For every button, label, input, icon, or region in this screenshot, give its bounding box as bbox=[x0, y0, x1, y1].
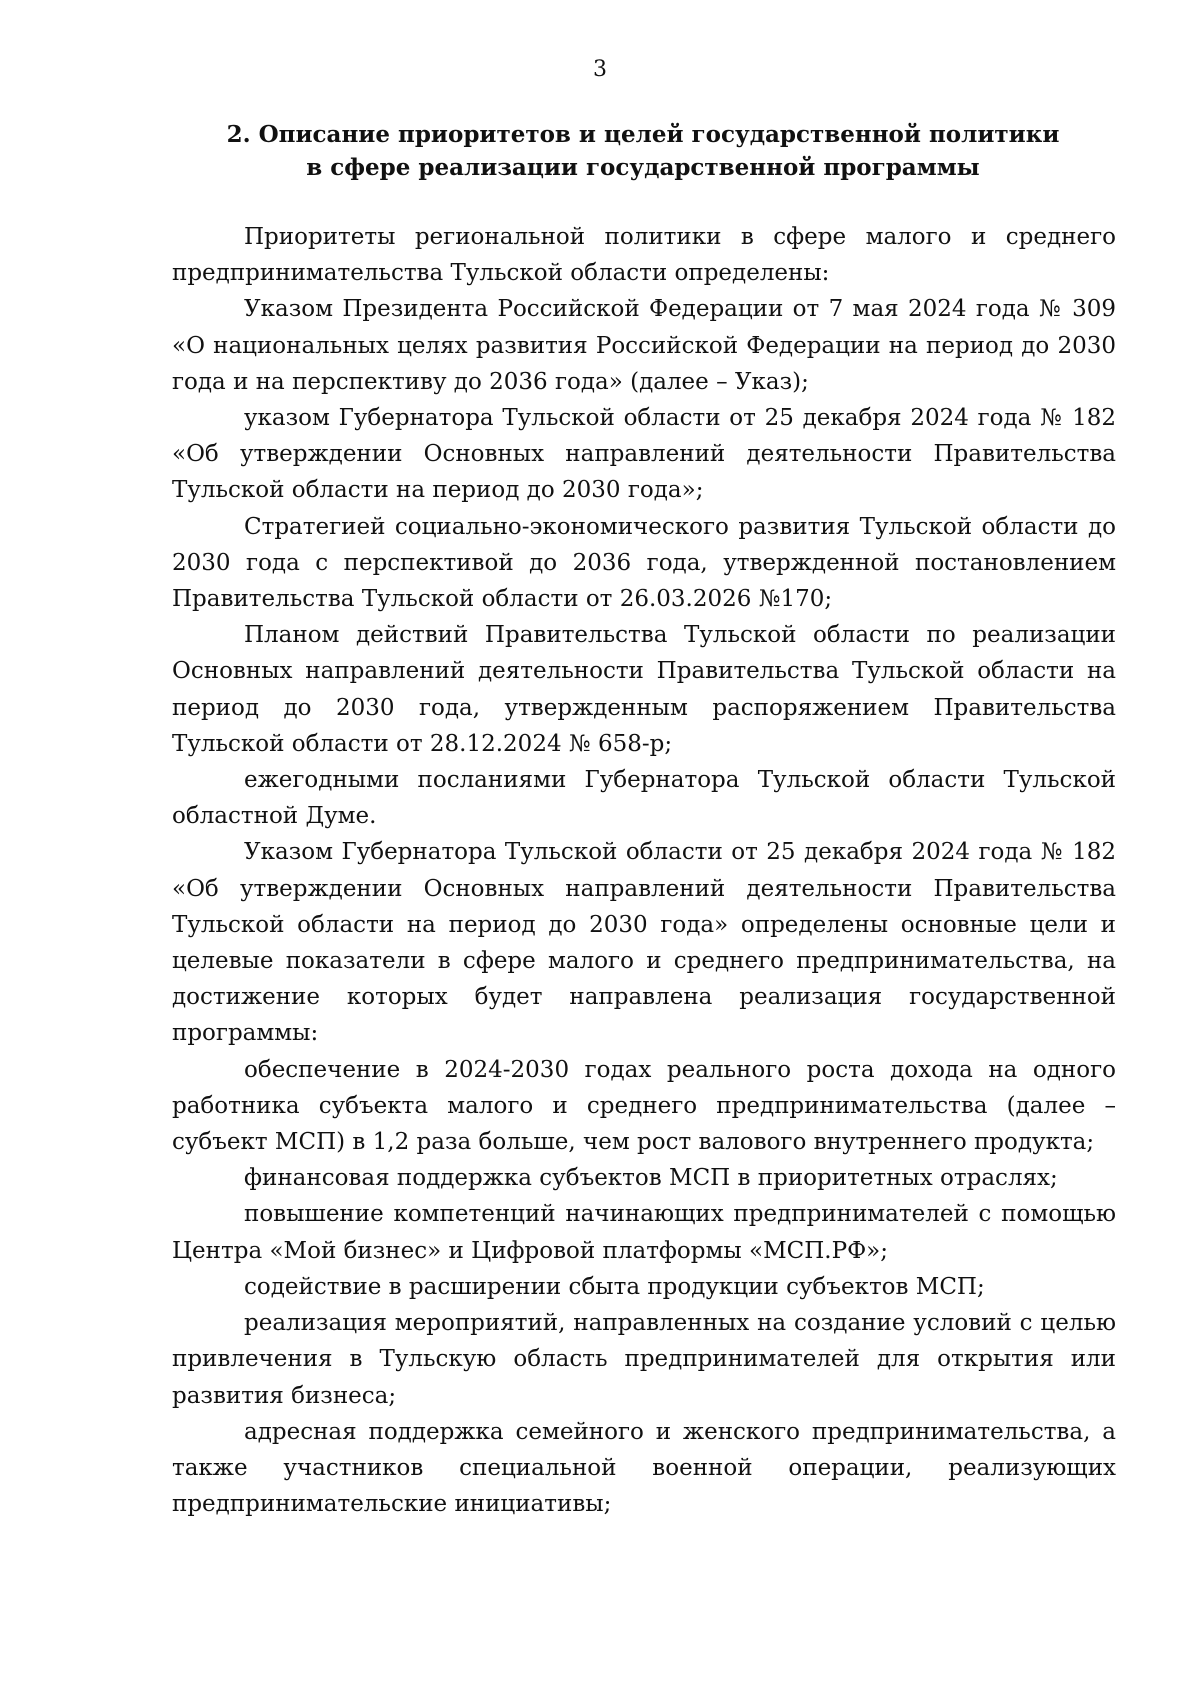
section-heading-line-2: в сфере реализации государственной программы bbox=[306, 154, 980, 181]
paragraph-strategy: Стратегией социально-экономического развития Тульской области до 2030 года с перспективой до 2036 года, утвержденной постановлением Правительства Тульской области от 26.03.2026 №170; bbox=[172, 513, 1116, 613]
section-heading-line-1: 2. Описание приоритетов и целей государственной политики bbox=[226, 121, 1060, 148]
paragraph-presidential-decree: Указом Президента Российской Федерации от 7 мая 2024 года № 309 «О национальных целях развития Российской Федерации на период до 2030 года и на перспективу до 2036 года» (далее – Указ); bbox=[172, 296, 1116, 395]
paragraph-goal-competencies: повышение компетенций начинающих предпринимателей с помощью Центра «Мой бизнес» и Цифровой платформы «МСП.РФ»; bbox=[172, 1201, 1116, 1264]
paragraph-goal-financial-support: финансовая поддержка субъектов МСП в приоритетных отраслях; bbox=[244, 1165, 1058, 1192]
paragraph-annual-addresses: ежегодными посланиями Губернатора Тульской области Тульской областной Думе. bbox=[172, 767, 1116, 830]
paragraph-governor-decree: указом Губернатора Тульской области от 25 декабря 2024 года № 182 «Об утверждении Основных направлений деятельности Правительства Тульской области на период до 2030 года»; bbox=[172, 405, 1116, 504]
paragraph-goal-income-growth: обеспечение в 2024-2030 годах реального роста дохода на одного работника субъекта малого и среднего предпринимательства (далее – субъект МСП) в 1,2 раза больше, чем рост валового внутреннего продукта; bbox=[172, 1056, 1116, 1156]
paragraph-goal-attraction: реализация мероприятий, направленных на создание условий с целью привлечения в Тульскую область предпринимателей для открытия или развития бизнеса; bbox=[172, 1310, 1116, 1409]
paragraph-goal-sales: содействие в расширении сбыта продукции субъектов МСП; bbox=[244, 1273, 985, 1300]
paragraph-action-plan: Планом действий Правительства Тульской области по реализации Основных направлений деятельности Правительства Тульской области на период до 2030 года, утвержденным распоряжением Правительства Тульской области от 28.12.2024 № 658-р; bbox=[172, 622, 1116, 757]
document-body bbox=[172, 219, 1116, 1522]
paragraph-goal-targeted-support: адресная поддержка семейного и женского предпринимательства, а также участников специальной военной операции, реализующих предпринимательские инициативы; bbox=[172, 1418, 1116, 1518]
paragraph-priorities-intro: Приоритеты региональной политики в сфере малого и среднего предпринимательства Тульской области определены: bbox=[172, 224, 1116, 287]
page-number: 3 bbox=[593, 57, 607, 82]
paragraph-goals-intro: Указом Губернатора Тульской области от 25 декабря 2024 года № 182 «Об утверждении Основных направлений деятельности Правительства Тульской области на период до 2030 года» определены основные цели и целевые показатели в сфере малого и среднего предпринимательства, на достижение которых будет направлена реализация государственной программы: bbox=[172, 839, 1116, 1047]
section-heading bbox=[170, 118, 1116, 184]
